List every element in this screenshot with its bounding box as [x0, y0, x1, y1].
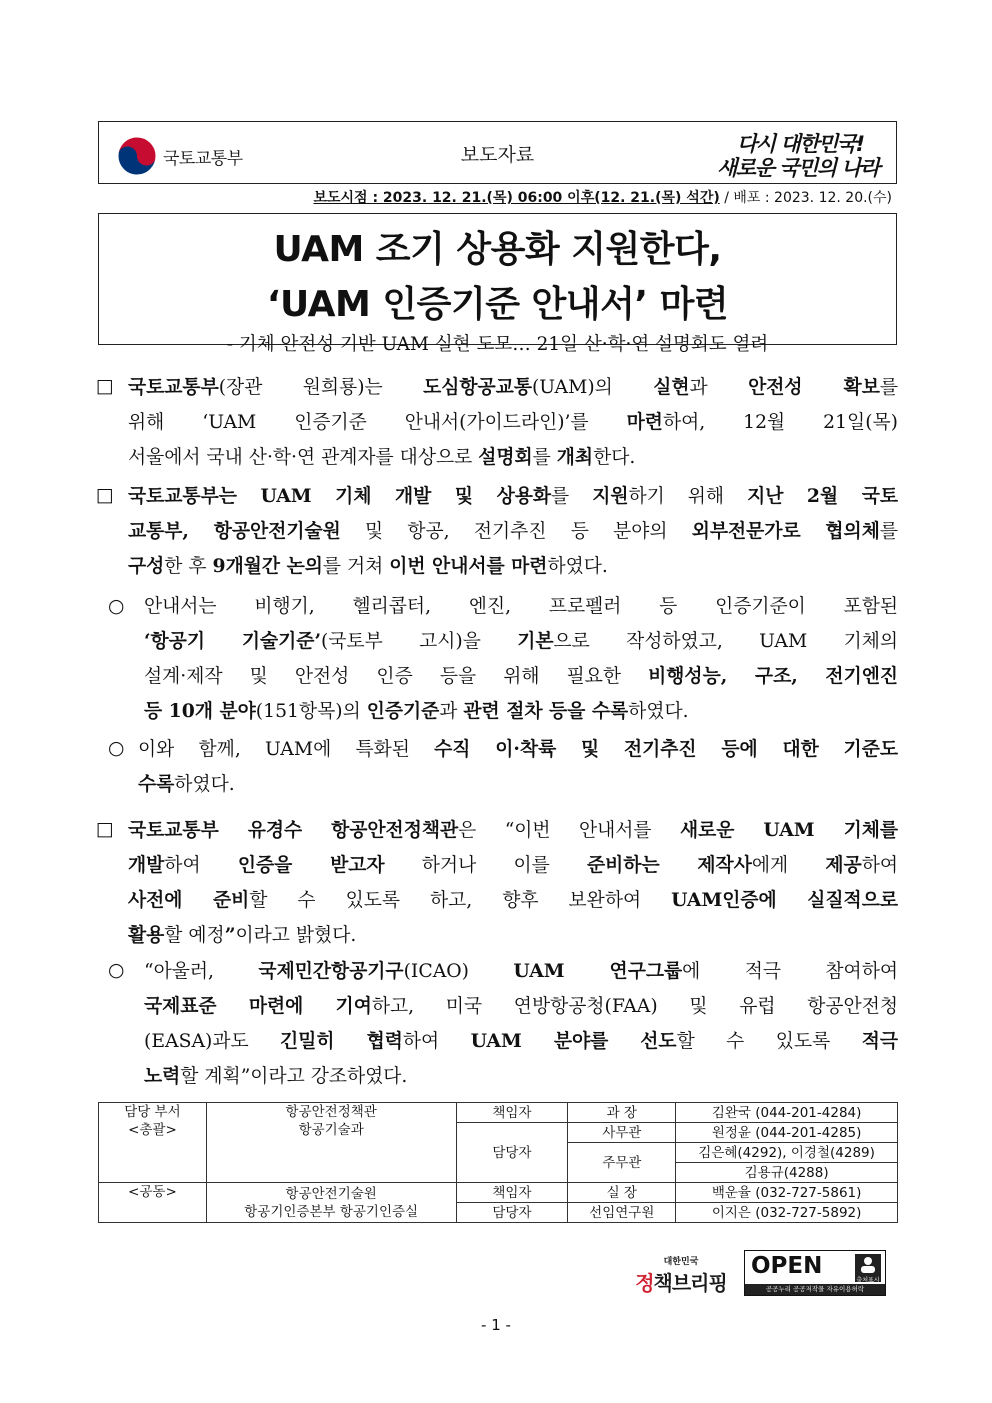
text-line: [128, 405, 898, 440]
slogan: [715, 124, 890, 180]
staff-label: 담당자: [456, 1203, 568, 1223]
text-run: 이와 함께, UAM에 특화된: [138, 739, 435, 760]
text-run: 으로 작성하였고, UAM 기체의: [553, 631, 898, 652]
text-run: 하였다.: [547, 556, 608, 577]
text-line: [144, 1024, 898, 1059]
text-line: [128, 514, 898, 549]
open-text: OPEN: [751, 1253, 823, 1279]
brief-rest: 책브리핑: [653, 1271, 727, 1295]
text-run: 를: [879, 377, 898, 398]
text-run: 한 후: [164, 556, 213, 577]
paragraph-text: [128, 813, 898, 953]
text-run: 한다.: [593, 447, 636, 468]
circle-bullet: ○: [108, 738, 125, 759]
text-line: [128, 440, 898, 475]
text-run: 할 예정: [164, 925, 225, 946]
responsible-label: 책임자: [456, 1183, 568, 1203]
text-line: [138, 732, 898, 767]
text-run: (장관 원희룡)는: [218, 377, 424, 398]
square-bullet: □: [96, 485, 114, 506]
text-run: 하여: [861, 855, 898, 876]
text-run: 활용: [128, 924, 165, 946]
paragraph-2: [96, 479, 898, 584]
text-line: [128, 479, 898, 514]
text-run: 지원: [592, 485, 629, 507]
text-run: 준비하는 제작사: [587, 854, 752, 876]
contact-title: 주무관: [568, 1143, 676, 1183]
contacts-table: [98, 1102, 898, 1223]
paragraph-1: [96, 370, 898, 475]
text-run: 과: [439, 701, 464, 722]
paragraph-4: [108, 732, 898, 802]
paragraph-text: [128, 479, 898, 584]
text-run: 하였다.: [174, 774, 235, 795]
text-line: [144, 590, 898, 624]
dept-label-cell: [99, 1103, 207, 1183]
text-run: 서울에서 국내 산·학·연 관계자를 대상으로: [128, 447, 479, 468]
responsible-label: 책임자: [456, 1103, 568, 1123]
org-name-2: 항공기인증본부 항공기인증실: [244, 1203, 419, 1220]
text-line: [144, 694, 898, 729]
org-name-1: 항공안전기술원: [285, 1185, 377, 1202]
paragraph-3: [108, 590, 898, 729]
embargo-time: 보도시점 : 2023. 12. 21.(목) 06:00 이후(12. 21.(목) 석간): [313, 190, 720, 206]
paragraph-6: [108, 954, 898, 1094]
text-run: 국토교통부는: [128, 485, 261, 507]
text-run: 할 수 있도록 하고, 향후 보완하여: [249, 890, 672, 911]
text-run: 구성: [128, 555, 165, 577]
attribution-label: 출처표시: [856, 1277, 880, 1284]
contact-title: 실 장: [568, 1183, 676, 1203]
subheadline: - 기체 안전성 기반 UAM 실현 도모… 21일 산·학·연 설명회도 열려: [226, 334, 769, 355]
text-run: UAM인증에 실질적으로: [671, 889, 898, 911]
headline-line2: ‘UAM 인증기준 안내서’ 마련: [266, 284, 729, 325]
contact-title: 과 장: [568, 1103, 676, 1123]
text-run: 를: [879, 521, 898, 542]
joint-label: <공동>: [99, 1183, 207, 1223]
text-run: 설계·제작 및 안전성 인증 등을 위해 필요한: [144, 666, 649, 687]
policy-briefing-logo: [626, 1254, 736, 1296]
slogan-line1: 다시 대한민국!: [737, 132, 864, 156]
general-label: <총괄>: [128, 1122, 177, 1138]
staff-label: 담당자: [456, 1123, 568, 1183]
text-run: 도심항공교통: [423, 376, 532, 398]
brief-small-text: 대한민국: [663, 1257, 699, 1267]
text-line: [128, 918, 898, 953]
text-run: 관련 절차 등을 수록: [463, 700, 629, 722]
square-bullet: □: [96, 819, 114, 840]
text-line: [144, 954, 898, 989]
distribution-date: 배포 : 2023. 12. 20.(수): [733, 190, 892, 206]
contact-info: 이지은 (032-727-5892): [676, 1203, 898, 1223]
text-run: 안전성 확보: [748, 376, 880, 398]
text-line: [128, 848, 898, 883]
text-run: 실현: [653, 376, 690, 398]
kogl-subtext: 공공누리 공공저작물 자유이용허락: [745, 1284, 885, 1295]
contact-info: 김용규(4288): [676, 1163, 898, 1183]
text-run: 를: [551, 486, 593, 507]
dept-label: 담당 부서: [124, 1104, 181, 1120]
dept-cell: [206, 1103, 456, 1183]
text-run: 에 적극 참여하여: [682, 961, 898, 982]
text-run: 인증기준: [366, 700, 440, 722]
text-run: 하기 위해: [628, 486, 748, 507]
contact-title: 선임연구원: [568, 1203, 676, 1223]
paragraph-text: [144, 590, 898, 729]
text-run: 제공: [825, 854, 862, 876]
text-run: 하여: [402, 1031, 471, 1052]
text-run: 비행성능, 구조, 전기엔진: [648, 665, 898, 687]
text-run: “아울러,: [144, 961, 259, 982]
text-run: 개최: [556, 446, 594, 468]
text-run: 긴밀히 협력: [280, 1030, 403, 1052]
text-run: UAM 연구그룹: [513, 960, 683, 982]
text-line: [128, 883, 898, 918]
text-run: 사전에 준비: [128, 889, 250, 911]
text-run: 수직 이·착륙 및 전기추진 등에 대한 기준도: [434, 738, 898, 760]
page-number: - 1 -: [481, 1316, 511, 1334]
circle-bullet: ○: [108, 596, 125, 617]
attribution-icon: [855, 1254, 881, 1282]
ministry-name: 국토교통부: [163, 148, 243, 169]
text-run: 등 10개 분야: [144, 700, 256, 722]
paragraph-5: [96, 813, 898, 953]
text-run: 에게: [751, 855, 826, 876]
text-run: 하였다.: [628, 701, 689, 722]
contact-info: 김완국 (044-201-4284): [676, 1103, 898, 1123]
text-run: ”: [224, 924, 236, 946]
headline-line1: UAM 조기 상용화 지원한다,: [273, 229, 722, 270]
paragraph-text: [144, 954, 898, 1094]
text-run: 외부전문가로 협의체: [691, 520, 880, 542]
contact-title: 사무관: [568, 1123, 676, 1143]
text-run: 하여, 12월 21일(목): [662, 412, 898, 433]
doc-type: 보도자료: [460, 144, 535, 166]
text-run: 개발: [128, 854, 165, 876]
circle-bullet: ○: [108, 960, 125, 981]
kogl-open-logo: [744, 1250, 886, 1296]
text-line: [144, 989, 898, 1024]
contact-info: 김은혜(4292), 이경철(4289): [676, 1143, 898, 1163]
text-run: 할 수 있도록: [676, 1031, 862, 1052]
text-run: 설명회: [478, 446, 533, 468]
text-run: (UAM)의: [531, 377, 654, 398]
text-run: 할 계획”이라고 강조하였다.: [180, 1066, 408, 1087]
text-run: UAM 기체 개발 및 상용화: [260, 485, 552, 507]
text-run: 국제표준 마련에 기여: [144, 995, 372, 1017]
text-run: (ICAO): [403, 961, 514, 982]
text-line: [138, 767, 898, 802]
footer-logos: [626, 1248, 886, 1298]
text-run: 이라고 밝혔다.: [235, 925, 357, 946]
text-run: 교통부, 항공안전기술원: [128, 520, 341, 542]
text-line: [128, 549, 898, 584]
title-box: [98, 213, 897, 355]
org-cell: [206, 1183, 456, 1223]
text-run: 수록: [138, 773, 175, 795]
text-run: 국토교통부 유경수 항공안전정책관: [128, 819, 459, 841]
text-run: (EASA)과도: [144, 1031, 281, 1052]
slogan-line2: 새로운 국민의 나라: [717, 156, 879, 180]
text-run: 은 “이번 안내서를: [458, 820, 680, 841]
text-line: [128, 370, 898, 405]
text-run: (151항목)의: [255, 701, 367, 722]
dept-name-1: 항공안전정책관: [285, 1104, 377, 1120]
text-run: 국제민간항공기구: [258, 960, 404, 982]
text-run: 인증을 받고자: [237, 854, 385, 876]
text-line: [128, 813, 898, 848]
text-run: (국토부 고시)을: [321, 631, 518, 652]
text-run: 안내서는 비행기, 헬리콥터, 엔진, 프로펠러 등 인증기준이 포함된: [144, 596, 898, 617]
text-run: 9개월간 논의: [212, 555, 323, 577]
text-line: [144, 624, 898, 659]
header-box: [98, 121, 897, 184]
text-run: 및 항공, 전기추진 등 분야의: [340, 521, 692, 542]
text-run: 이번 안내서를 마련: [389, 555, 548, 577]
release-line: [313, 187, 892, 207]
text-run: 하거나 이를: [384, 855, 588, 876]
text-run: 를: [532, 447, 557, 468]
contact-info: 원정윤 (044-201-4285): [676, 1123, 898, 1143]
paragraph-text: [138, 732, 898, 802]
contact-info: 백운율 (032-727-5861): [676, 1183, 898, 1203]
dept-name-2: 항공기술과: [298, 1122, 364, 1138]
text-run: UAM 분야를 선도: [470, 1030, 677, 1052]
release-separator: /: [719, 190, 734, 206]
text-run: 지난 2월 국토: [747, 485, 898, 507]
paragraph-text: [128, 370, 898, 475]
text-run: 과: [689, 377, 749, 398]
text-run: 새로운 UAM 기체를: [680, 819, 898, 841]
text-line: [144, 1059, 898, 1094]
text-run: 노력: [144, 1065, 181, 1087]
text-line: [144, 659, 898, 694]
square-bullet: □: [96, 376, 114, 397]
text-run: 하여: [164, 855, 238, 876]
text-run: 하고, 미국 연방항공청(FAA) 및 유럽 항공안전청: [371, 996, 898, 1017]
text-run: 위해 ‘UAM 인증기준 안내서(가이드라인)’를: [128, 412, 627, 433]
text-run: ‘항공기 기술기준’: [144, 630, 321, 652]
text-run: 기본: [517, 630, 554, 652]
text-run: 적극: [861, 1030, 898, 1052]
text-run: 국토교통부: [128, 376, 219, 398]
text-run: 를 거쳐: [322, 556, 390, 577]
brief-red-char: 정: [635, 1271, 654, 1295]
text-run: 마련: [626, 411, 663, 433]
